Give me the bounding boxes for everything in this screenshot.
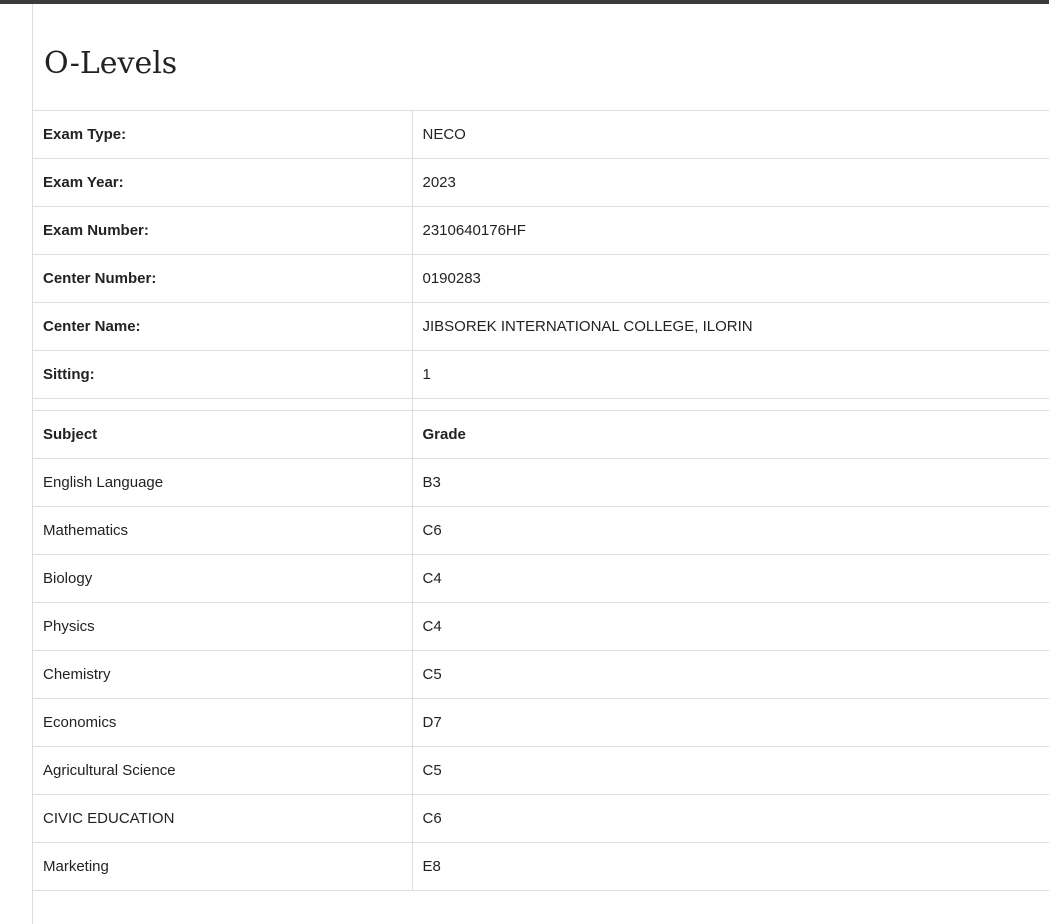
subject-cell: Agricultural Science <box>33 747 412 795</box>
olevels-panel <box>32 4 1049 924</box>
result-row <box>33 843 1049 891</box>
info-label: Center Name: <box>33 303 412 351</box>
subject-cell: Marketing <box>33 843 412 891</box>
results-header-row <box>33 411 1049 459</box>
subject-cell: Physics <box>33 603 412 651</box>
grade-cell: C4 <box>412 555 1049 603</box>
info-label: Exam Year: <box>33 159 412 207</box>
grade-cell: E8 <box>412 843 1049 891</box>
info-value: JIBSOREK INTERNATIONAL COLLEGE, ILORIN <box>412 303 1049 351</box>
info-label: Center Number: <box>33 255 412 303</box>
info-row-center-number <box>33 255 1049 303</box>
info-value: 2310640176HF <box>412 207 1049 255</box>
grade-column-header: Grade <box>412 411 1049 459</box>
info-value: 2023 <box>412 159 1049 207</box>
subject-cell: Chemistry <box>33 651 412 699</box>
grade-cell: C6 <box>412 507 1049 555</box>
subject-column-header: Subject <box>33 411 412 459</box>
grade-cell: C4 <box>412 603 1049 651</box>
result-row <box>33 651 1049 699</box>
result-row <box>33 795 1049 843</box>
info-row-center-name <box>33 303 1049 351</box>
grade-cell: C5 <box>412 651 1049 699</box>
grade-cell: C6 <box>412 795 1049 843</box>
info-label: Exam Type: <box>33 111 412 159</box>
info-label: Exam Number: <box>33 207 412 255</box>
result-row <box>33 699 1049 747</box>
info-row-exam-type <box>33 111 1049 159</box>
result-row <box>33 459 1049 507</box>
result-row <box>33 555 1049 603</box>
info-row-exam-year <box>33 159 1049 207</box>
info-value: NECO <box>412 111 1049 159</box>
olevels-table <box>33 110 1049 891</box>
subject-cell: CIVIC EDUCATION <box>33 795 412 843</box>
grade-cell: D7 <box>412 699 1049 747</box>
grade-cell: B3 <box>412 459 1049 507</box>
info-value: 1 <box>412 351 1049 399</box>
result-row <box>33 507 1049 555</box>
grade-cell: C5 <box>412 747 1049 795</box>
subject-cell: Biology <box>33 555 412 603</box>
spacer-row <box>33 399 1049 411</box>
section-title: O-Levels <box>44 46 178 81</box>
subject-cell: Mathematics <box>33 507 412 555</box>
info-value: 0190283 <box>412 255 1049 303</box>
result-row <box>33 747 1049 795</box>
spacer-cell <box>412 399 1049 411</box>
spacer-cell <box>33 399 412 411</box>
subject-cell: English Language <box>33 459 412 507</box>
result-row <box>33 603 1049 651</box>
info-label: Sitting: <box>33 351 412 399</box>
subject-cell: Economics <box>33 699 412 747</box>
info-row-sitting <box>33 351 1049 399</box>
info-row-exam-number <box>33 207 1049 255</box>
